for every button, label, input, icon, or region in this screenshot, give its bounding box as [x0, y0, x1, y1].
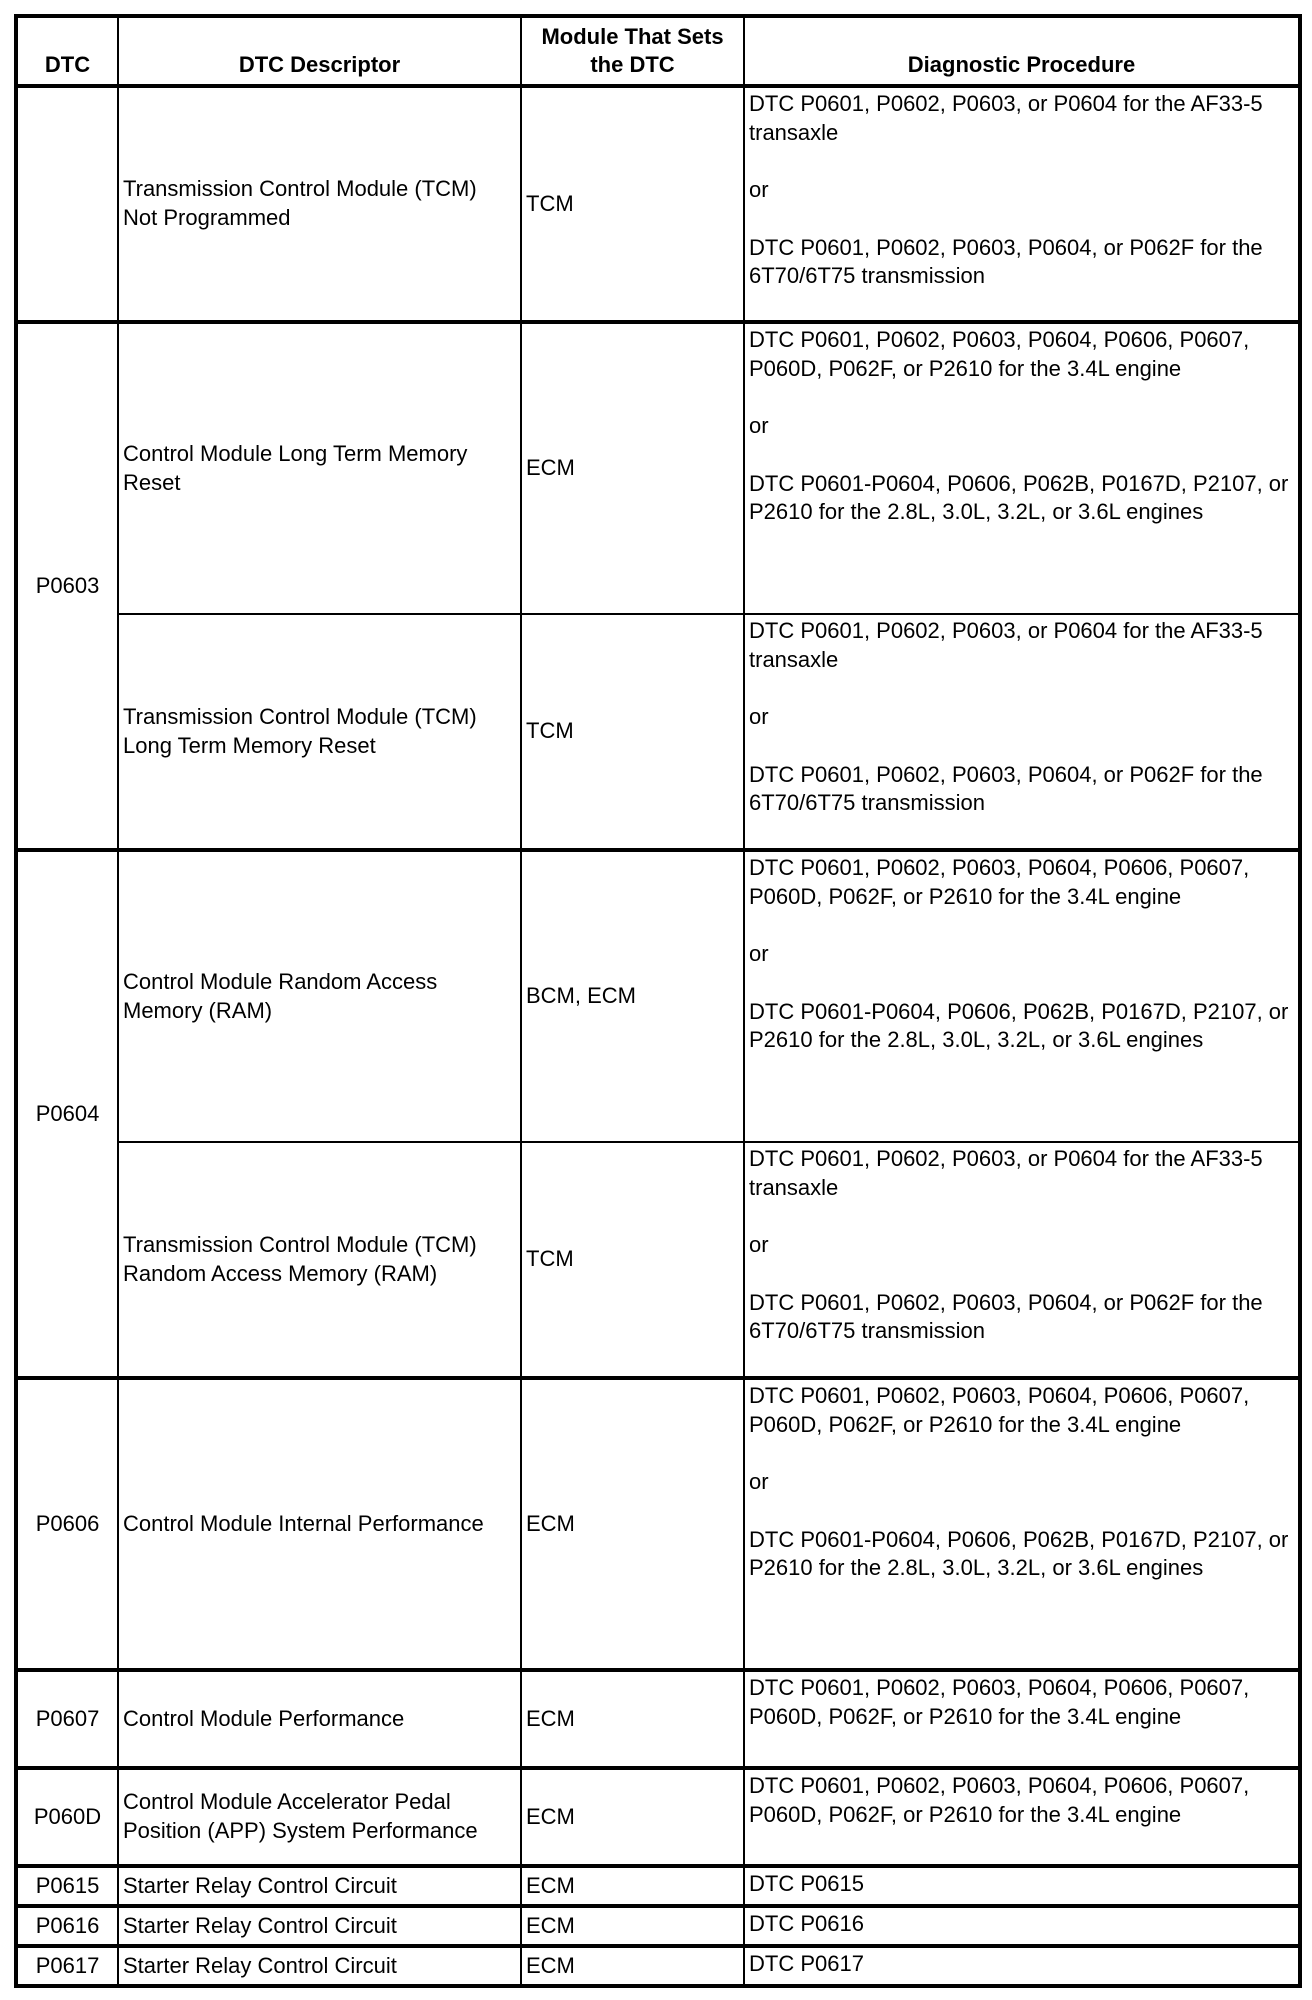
- dtc-code: P0615: [16, 1866, 118, 1906]
- procedure-text: DTC P0601, P0602, P0603, P0604, P0606, P0607, P060D, P062F, or P2610 for the 3.4L engine: [749, 1383, 1250, 1437]
- dtc-table: [14, 14, 1302, 1988]
- procedure-text: DTC P0601, P0602, P0603, P0604, P0606, P0607, P060D, P062F, or P2610 for the 3.4L engine: [749, 1675, 1250, 1729]
- table-row: [16, 322, 1300, 614]
- descriptor-cell: Control Module Performance: [118, 1670, 521, 1768]
- module-cell: ECM: [521, 1768, 744, 1866]
- procedure-text: DTC P0601, P0602, P0603, P0604, P0606, P0607, P060D, P062F, or P2610 for the 3.4L engine: [749, 855, 1250, 909]
- dtc-code: P0603: [16, 322, 118, 850]
- descriptor-cell: Transmission Control Module (TCM) Random Access Memory (RAM): [118, 1142, 521, 1378]
- procedure-or: or: [749, 413, 769, 439]
- header-module: Module That Sets the DTC: [521, 16, 744, 86]
- header-row: [16, 16, 1300, 86]
- table-row: [16, 614, 1300, 850]
- procedure-cell: [744, 1768, 1300, 1866]
- procedure-cell: DTC P0617: [744, 1946, 1300, 1986]
- descriptor-cell: Starter Relay Control Circuit: [118, 1866, 521, 1906]
- procedure-cell: DTC P0616: [744, 1906, 1300, 1946]
- descriptor-cell: Transmission Control Module (TCM) Long Term Memory Reset: [118, 614, 521, 850]
- procedure-text: DTC P0601, P0602, P0603, P0604, P0606, P0607, P060D, P062F, or P2610 for the 3.4L engine: [749, 327, 1250, 381]
- dtc-cell: [16, 86, 118, 322]
- procedure-text: DTC P0601, P0602, P0603, P0604, P0606, P0607, P060D, P062F, or P2610 for the 3.4L engine: [749, 1773, 1250, 1827]
- module-cell: TCM: [521, 1142, 744, 1378]
- procedure-text: DTC P0601, P0602, P0603, or P0604 for the AF33-5 transaxle: [749, 618, 1263, 672]
- procedure-or: or: [749, 1232, 769, 1258]
- header-descriptor: DTC Descriptor: [118, 16, 521, 86]
- table-row: [16, 1670, 1300, 1768]
- descriptor-cell: Control Module Random Access Memory (RAM): [118, 850, 521, 1142]
- descriptor-cell: Transmission Control Module (TCM) Not Programmed: [118, 86, 521, 322]
- procedure-or: or: [749, 177, 769, 203]
- procedure-cell: [744, 1670, 1300, 1768]
- dtc-code: P0604: [16, 850, 118, 1378]
- procedure-text: DTC P0601, P0602, P0603, P0604, or P062F for the 6T70/6T75 transmission: [749, 234, 1263, 289]
- procedure-cell: [744, 322, 1300, 614]
- table-row: [16, 1906, 1300, 1946]
- procedure-or: or: [749, 704, 769, 730]
- module-cell: ECM: [521, 1946, 744, 1986]
- descriptor-cell: Control Module Internal Performance: [118, 1378, 521, 1670]
- procedure-text: DTC P0601, P0602, P0603, or P0604 for the AF33-5 transaxle: [749, 1146, 1263, 1200]
- table-row: [16, 1768, 1300, 1866]
- procedure-or: or: [749, 941, 769, 967]
- descriptor-cell: Control Module Accelerator Pedal Position (APP) System Performance: [118, 1768, 521, 1866]
- procedure-cell: [744, 614, 1300, 850]
- descriptor-cell: Starter Relay Control Circuit: [118, 1946, 521, 1986]
- dtc-code: P0606: [16, 1378, 118, 1670]
- dtc-code: P060D: [16, 1768, 118, 1866]
- procedure-text: DTC P0601, P0602, P0603, or P0604 for the AF33-5 transaxle: [749, 91, 1263, 145]
- module-cell: ECM: [521, 1906, 744, 1946]
- procedure-cell: [744, 86, 1300, 322]
- procedure-cell: [744, 1142, 1300, 1378]
- header-dtc: DTC: [16, 16, 118, 86]
- procedure-text: DTC P0601, P0602, P0603, P0604, or P062F for the 6T70/6T75 transmission: [749, 1289, 1263, 1344]
- dtc-code: P0617: [16, 1946, 118, 1986]
- table-row: [16, 1866, 1300, 1906]
- table-row: [16, 850, 1300, 1142]
- module-cell: ECM: [521, 322, 744, 614]
- dtc-code: P0607: [16, 1670, 118, 1768]
- dtc-table-page: [14, 14, 1298, 1988]
- dtc-code: P0616: [16, 1906, 118, 1946]
- descriptor-cell: Starter Relay Control Circuit: [118, 1906, 521, 1946]
- module-cell: ECM: [521, 1866, 744, 1906]
- procedure-text: DTC P0601, P0602, P0603, P0604, or P062F for the 6T70/6T75 transmission: [749, 761, 1263, 816]
- table-row: [16, 86, 1300, 322]
- procedure-cell: [744, 850, 1300, 1142]
- descriptor-cell: Control Module Long Term Memory Reset: [118, 322, 521, 614]
- module-cell: TCM: [521, 86, 744, 322]
- table-row: [16, 1378, 1300, 1670]
- module-cell: BCM, ECM: [521, 850, 744, 1142]
- procedure-cell: DTC P0615: [744, 1866, 1300, 1906]
- procedure-text: DTC P0601-P0604, P0606, P062B, P0167D, P2107, or P2610 for the 2.8L, 3.0L, 3.2L, or 3.6L engines: [749, 470, 1289, 525]
- module-cell: ECM: [521, 1378, 744, 1670]
- table-row: [16, 1946, 1300, 1986]
- procedure-text: DTC P0601-P0604, P0606, P062B, P0167D, P2107, or P2610 for the 2.8L, 3.0L, 3.2L, or 3.6L engines: [749, 998, 1289, 1053]
- procedure-cell: [744, 1378, 1300, 1670]
- procedure-text: DTC P0601-P0604, P0606, P062B, P0167D, P2107, or P2610 for the 2.8L, 3.0L, 3.2L, or 3.6L engines: [749, 1526, 1289, 1581]
- module-cell: ECM: [521, 1670, 744, 1768]
- module-cell: TCM: [521, 614, 744, 850]
- header-procedure: Diagnostic Procedure: [744, 16, 1300, 86]
- procedure-or: or: [749, 1469, 769, 1495]
- table-row: [16, 1142, 1300, 1378]
